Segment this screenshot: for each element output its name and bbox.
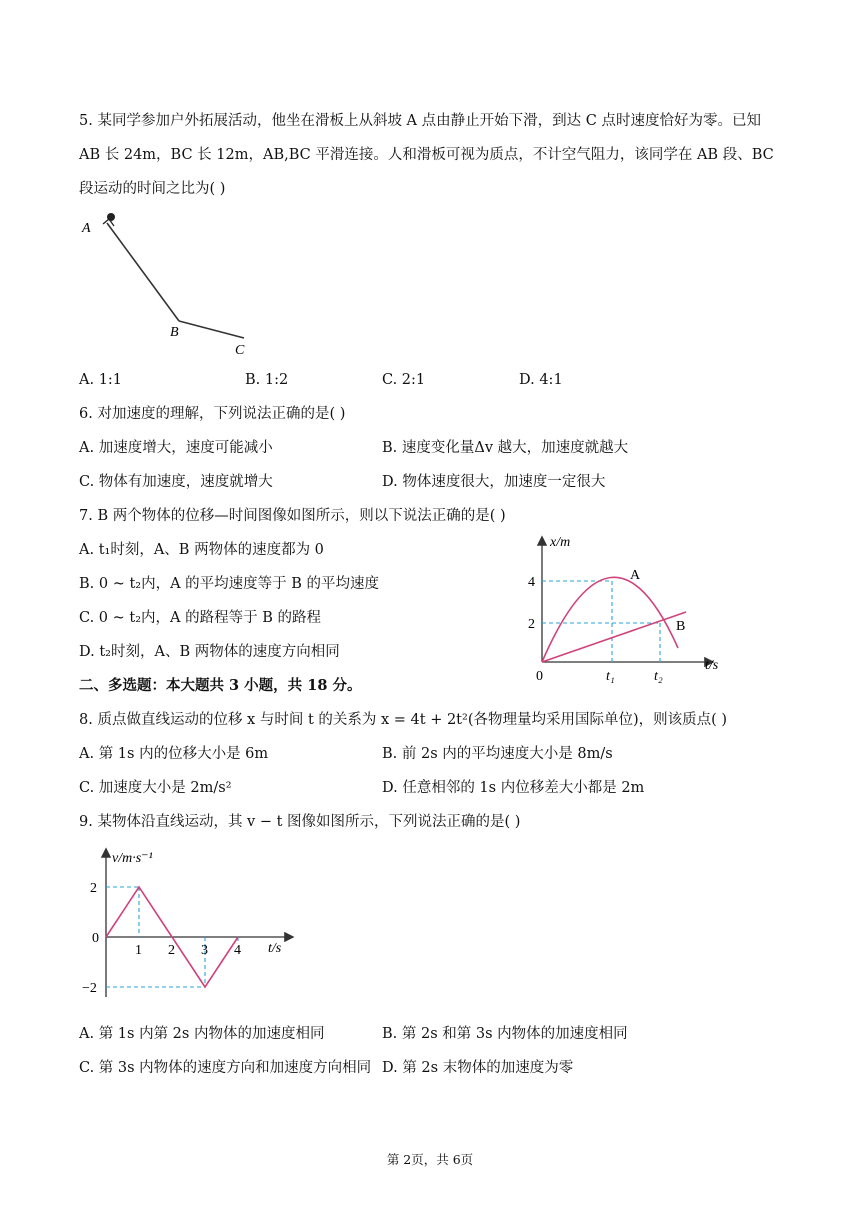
q9-tick-0: 0 bbox=[92, 931, 99, 946]
q9-tick-x3: 3 bbox=[201, 943, 208, 958]
q6-option-c[interactable]: C. 物体有加速度，速度就增大 bbox=[79, 474, 273, 490]
q9-option-a[interactable]: A. 第 1s 内第 2s 内物体的加速度相同 bbox=[79, 1026, 325, 1042]
page-number: 第 2页，共 6页 bbox=[386, 1152, 474, 1167]
q7-origin-label: 0 bbox=[536, 669, 543, 684]
q5-option-c[interactable]: C. 2:1 bbox=[382, 372, 426, 388]
q5-slope-ab bbox=[107, 223, 179, 321]
q8-option-d[interactable]: D. 任意相邻的 1s 内位移差大小都是 2m bbox=[382, 780, 645, 796]
q8-option-c[interactable]: C. 加速度大小是 2m/s² bbox=[79, 780, 232, 796]
q5-stem-line2: AB 长 24m，BC 长 12m，AB,BC 平滑连接。人和滑板可视为质点，不计空气阻力，该同学在 AB 段、BC bbox=[79, 147, 774, 163]
q7-tick-2: 2 bbox=[528, 617, 535, 632]
q7-curve-a-label: A bbox=[630, 568, 641, 583]
q7-xt-graph bbox=[520, 528, 730, 690]
q7-option-a[interactable]: A. t₁时刻，A、B 两物体的速度都为 0 bbox=[79, 542, 324, 558]
q5-slope-figure bbox=[76, 208, 256, 358]
q5-option-d[interactable]: D. 4:1 bbox=[519, 372, 563, 388]
q9-x-axis-label: t/s bbox=[268, 941, 282, 956]
q6-stem: 6. 对加速度的理解，下列说法正确的是( ) bbox=[79, 406, 346, 422]
q9-tick-x4: 4 bbox=[234, 943, 241, 958]
q7-x-axis-label: t/s bbox=[705, 658, 719, 673]
q7-tick-4: 4 bbox=[528, 575, 535, 590]
q9-vt-graph bbox=[80, 842, 310, 1002]
q9-y-axis-label: v/m·s⁻¹ bbox=[112, 851, 153, 866]
q7-y-axis-label: x/m bbox=[550, 535, 571, 550]
q8-stem: 8. 质点做直线运动的位移 x 与时间 t 的关系为 x = 4t + 2t²(各物理量均采用国际单位)，则该质点( ) bbox=[79, 712, 728, 728]
q5-stem-line1: 5. 某同学参加户外拓展活动，他坐在滑板上从斜坡 A 点由静止开始下滑，到达 C 点时速度恰好为零。已知 bbox=[79, 113, 761, 129]
q6-option-a[interactable]: A. 加速度增大，速度可能减小 bbox=[79, 440, 273, 456]
q5-slope-bc bbox=[179, 321, 244, 338]
q6-option-d[interactable]: D. 物体速度很大，加速度一定很大 bbox=[382, 474, 606, 490]
q7-option-d[interactable]: D. t₂时刻，A、B 两物体的速度方向相同 bbox=[79, 644, 340, 660]
q5-label-b: B bbox=[170, 325, 179, 340]
q9-tick-2: 2 bbox=[90, 881, 97, 896]
q5-label-a: A bbox=[82, 221, 91, 236]
q9-option-c[interactable]: C. 第 3s 内物体的速度方向和加速度方向相同 bbox=[79, 1060, 372, 1076]
section2-title: 二、多选题：本大题共 3 小题，共 18 分。 bbox=[79, 677, 362, 694]
q9-option-d[interactable]: D. 第 2s 末物体的加速度为零 bbox=[382, 1060, 574, 1076]
q7-option-b[interactable]: B. 0 ~ t₂内，A 的平均速度等于 B 的平均速度 bbox=[79, 576, 380, 592]
q5-stem-line3: 段运动的时间之比为( ) bbox=[79, 181, 226, 197]
q7-curve-a bbox=[542, 577, 678, 662]
q6-option-b[interactable]: B. 速度变化量Δv 越大，加速度就越大 bbox=[382, 440, 629, 456]
q7-tick-t1: t₁ bbox=[606, 669, 615, 684]
q8-option-b[interactable]: B. 前 2s 内的平均速度大小是 8m/s bbox=[382, 746, 613, 762]
q7-stem: 7. B 两个物体的位移—时间图像如图所示，则以下说法正确的是( ) bbox=[79, 508, 506, 524]
q9-tick-x2: 2 bbox=[168, 943, 175, 958]
q9-option-b[interactable]: B. 第 2s 和第 3s 内物体的加速度相同 bbox=[382, 1026, 628, 1042]
q7-tick-t2: t₂ bbox=[654, 669, 663, 684]
q5-option-b[interactable]: B. 1:2 bbox=[245, 372, 289, 388]
q9-stem: 9. 某物体沿直线运动，其 v − t 图像如图所示，下列说法正确的是( ) bbox=[79, 814, 521, 830]
q9-tick-x1: 1 bbox=[135, 943, 142, 958]
q5-option-a[interactable]: A. 1:1 bbox=[79, 372, 123, 388]
q7-line-b-label: B bbox=[676, 619, 686, 634]
q9-tick-neg2: −2 bbox=[82, 981, 97, 996]
q7-option-c[interactable]: C. 0 ~ t₂内，A 的路程等于 B 的路程 bbox=[79, 610, 321, 626]
q8-option-a[interactable]: A. 第 1s 内的位移大小是 6m bbox=[79, 746, 269, 762]
q5-label-c: C bbox=[235, 343, 245, 358]
